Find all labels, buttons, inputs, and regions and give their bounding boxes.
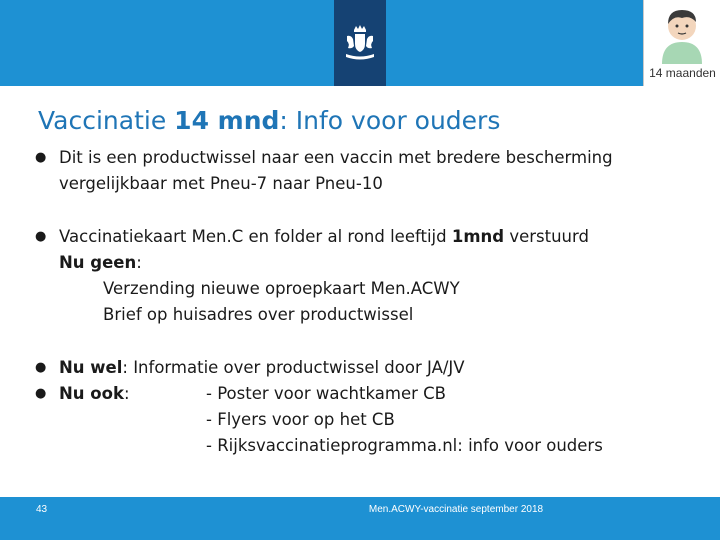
bullet-text: Vaccinatiekaart Men.C en folder al rond leeftijd — [59, 227, 452, 246]
bullet-dot-icon: ● — [35, 360, 47, 375]
bullet-bold-label: Nu geen — [59, 253, 137, 272]
spacer — [35, 328, 685, 355]
bullet-text-line: Dit is een productwissel naar een vaccin met bredere bescherming — [59, 148, 613, 167]
bullet-text: : Informatie over productwissel door JA/JV — [122, 358, 465, 377]
bullet-text-line — [59, 224, 685, 250]
footer-bar — [0, 497, 720, 540]
age-badge-label: 14 maanden — [649, 66, 716, 80]
sub-item: Verzending nieuwe oproepkaart Men.ACWY — [103, 279, 460, 298]
sub-item-row — [59, 407, 685, 433]
bullet-bold-label: Nu ook — [59, 384, 124, 403]
bullet-dot-icon: ● — [35, 386, 47, 401]
bullet-text-line — [59, 381, 685, 407]
title-bold-age: 14 mnd — [174, 106, 280, 135]
bullet-colon: : — [123, 384, 130, 403]
spacer — [35, 197, 685, 224]
slide-content — [35, 145, 685, 459]
sub-item: - Flyers voor op het CB — [206, 410, 395, 429]
government-logo — [334, 0, 386, 86]
bullet-text: verstuurd — [504, 227, 589, 246]
bullet-text-line — [59, 355, 685, 381]
age-badge — [643, 0, 720, 86]
bullet-text-line: vergelijkbaar met Pneu-7 naar Pneu-10 — [59, 174, 383, 193]
sub-item: - Poster voor wachtkamer CB — [206, 384, 446, 403]
title-suffix: : Info voor ouders — [279, 106, 501, 135]
bullet-bold-text: 1mnd — [451, 227, 505, 246]
sub-item-row — [59, 433, 685, 459]
child-avatar-icon — [654, 4, 710, 64]
bullet-bold-label: Nu wel — [59, 358, 123, 377]
slide-title — [38, 106, 500, 135]
bullet-item — [35, 381, 685, 459]
bullet-item — [35, 224, 685, 328]
bullet-colon: : — [136, 253, 142, 272]
sub-item: Brief op huisadres over productwissel — [103, 305, 414, 324]
bullet-dot-icon: ● — [35, 150, 47, 165]
footer-text: Men.ACWY-vaccinatie september 2018 — [368, 504, 544, 515]
bullet-item — [35, 145, 685, 197]
coat-of-arms-icon — [343, 24, 377, 64]
page-number: 43 — [36, 504, 48, 515]
sub-item: - Rijksvaccinatieprogramma.nl: info voor ouders — [206, 436, 603, 455]
bullet-text-line — [59, 250, 685, 276]
title-prefix: Vaccinatie — [38, 106, 175, 135]
bullet-item — [35, 355, 685, 381]
bullet-dot-icon: ● — [35, 229, 47, 244]
